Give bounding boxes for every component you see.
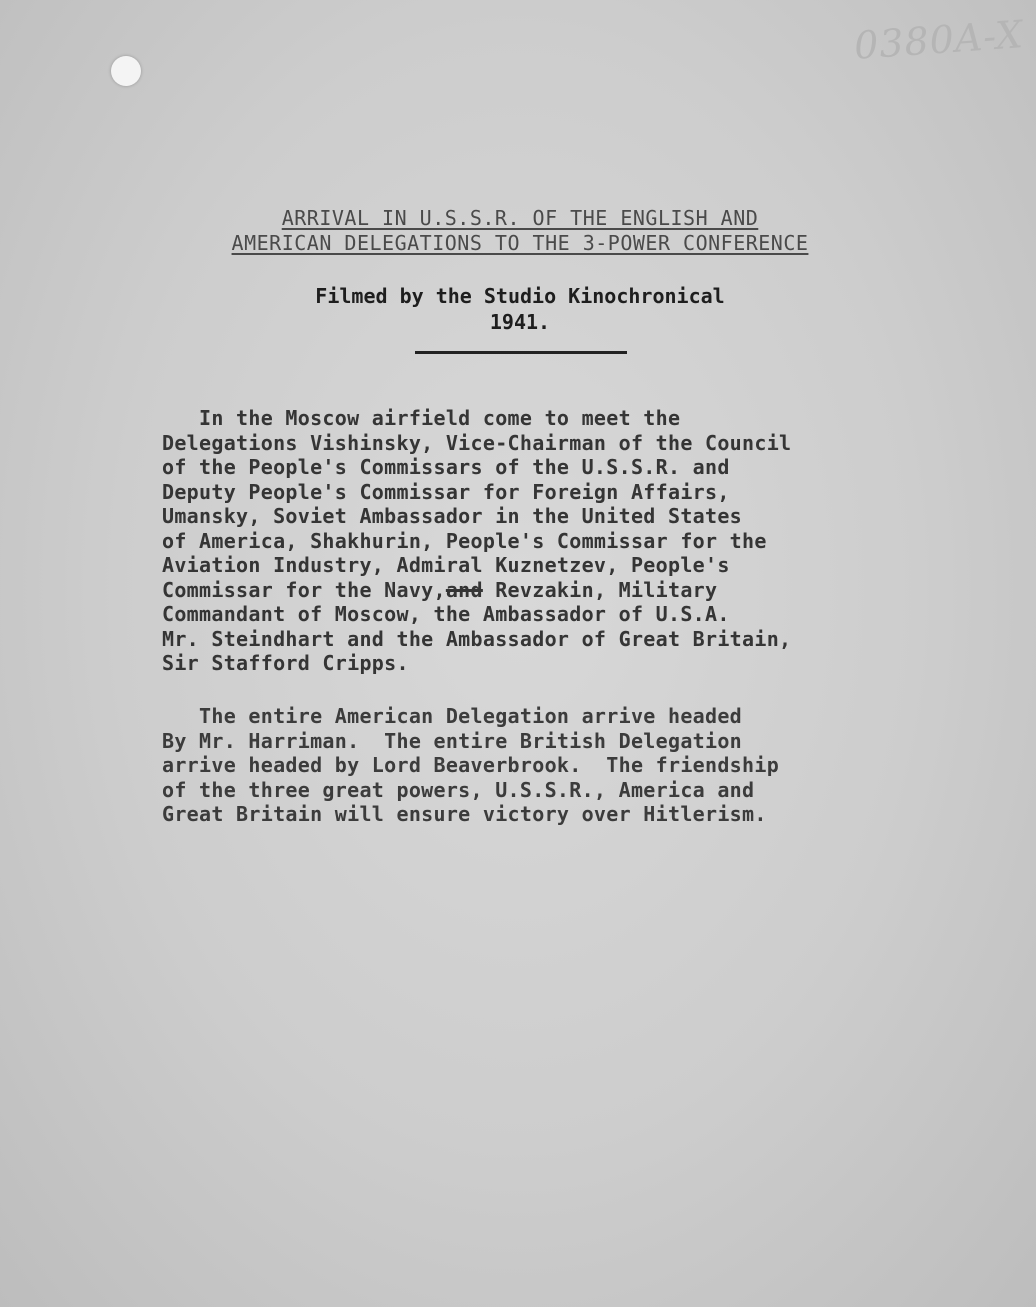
- text-line: arrive headed by Lord Beaverbrook. The friendship: [162, 753, 780, 777]
- punch-hole: [111, 56, 141, 86]
- title-line-2: AMERICAN DELEGATIONS TO THE 3-POWER CONFERENCE: [231, 231, 809, 255]
- text-line: By Mr. Harriman. The entire British Delegation: [162, 728, 743, 753]
- text-line: Commandant of Moscow, the Ambassador of U.S.A.: [162, 602, 730, 626]
- text-line: In the Moscow airfield come to meet the: [162, 406, 681, 430]
- text-line: of the three great powers, U.S.S.R., America and: [162, 777, 755, 802]
- text-line: Aviation Industry, Admiral Kuznetzev, People's: [162, 553, 730, 577]
- paragraph-delegations: [162, 704, 942, 827]
- text-line: Umansky, Soviet Ambassador in the United States: [162, 504, 743, 528]
- text-line: Great Britain will ensure victory over Hitlerism.: [162, 802, 767, 826]
- text-line: Delegations Vishinsky, Vice-Chairman of the Council: [162, 430, 792, 455]
- title-line-1: ARRIVAL IN U.S.S.R. OF THE ENGLISH AND: [281, 206, 759, 230]
- handwritten-file-number: 0380A-X: [852, 12, 1026, 68]
- text-line-with-strikeout: [162, 578, 942, 603]
- text-line: of America, Shakhurin, People's Commissar for the: [162, 528, 767, 553]
- text-line: Mr. Steindhart and the Ambassador of Great Britain,: [162, 626, 792, 651]
- subtitle-line-1: Filmed by the Studio Kinochronical: [315, 284, 725, 308]
- text-line: Sir Stafford Cripps.: [162, 651, 409, 675]
- paragraph-arrival-welcome: [162, 406, 942, 676]
- document-title: [150, 206, 890, 256]
- struck-out-word: and: [445, 577, 483, 602]
- divider-rule: [415, 351, 627, 354]
- text-segment: Revzakin, Military: [482, 577, 718, 602]
- text-line: The entire American Delegation arrive headed: [162, 704, 743, 728]
- document-subtitle: [180, 283, 860, 335]
- text-line: Deputy People's Commissar for Foreign Affairs,: [162, 479, 730, 504]
- text-line: of the People's Commissars of the U.S.S.R. and: [162, 455, 730, 479]
- text-segment: Commissar for the Navy,: [162, 577, 446, 602]
- subtitle-year: 1941.: [489, 310, 551, 334]
